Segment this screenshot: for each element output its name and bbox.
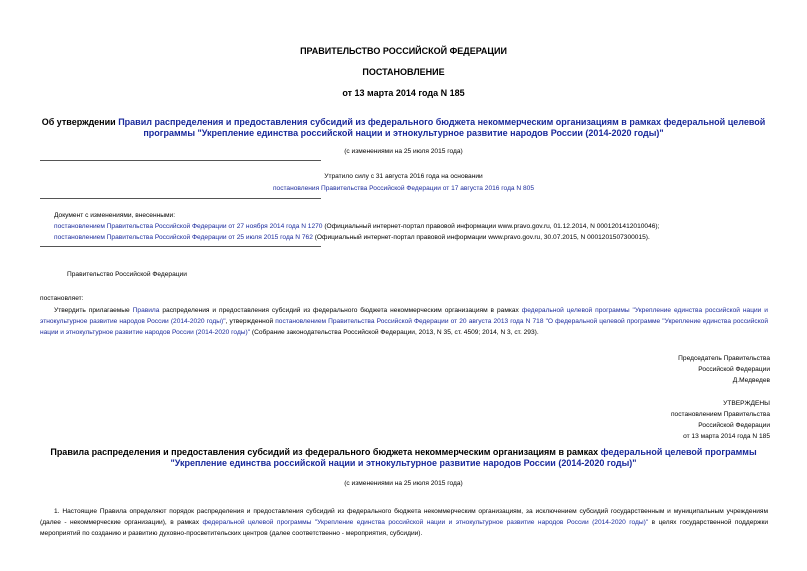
rules-title: Правила распределения и предоставления субсидий из федерального бюджета некоммерческим организациям в рамках федеральной целевой программы "Укрепление единства российской нации и этнокультурное развитие народов России (2014-2020 годы)" xyxy=(50,447,757,468)
resolution-718-link[interactable]: постановлением Правительства Российской Федерации от 20 августа 2013 года N 718 "О федеральной целевой программе "Укрепление единства российской нации и этнокультурное развитие народов России (2014-2020 годы)" xyxy=(40,318,768,336)
change-link-1270[interactable]: постановлением Правительства Российской Федерации от 27 ноября 2014 года N 1270 xyxy=(54,223,323,230)
change-item xyxy=(54,232,774,243)
federal-program-link[interactable]: федеральной целевой программы "Укрепление единства российской нации и этнокультурное развитие народов России (2014-2020 годы)" xyxy=(40,307,768,325)
revision-note: (с изменениями на 25 июля 2015 года) xyxy=(344,148,463,155)
change-link-762[interactable]: постановлением Правительства Российской Федерации от 25 июля 2015 года N 762 xyxy=(54,234,313,241)
signature-name: Д.Медведев xyxy=(732,377,770,384)
title-rules-link[interactable]: Правил распределения и предоставления субсидий из федерального бюджета некоммерческим организациям в рамках федеральной целевой xyxy=(118,117,766,127)
change-item xyxy=(54,221,774,232)
title-prefix: Об утверждении xyxy=(41,117,119,127)
signature-title: Председатель Правительства xyxy=(678,355,770,362)
rules-link[interactable]: Правила xyxy=(132,307,160,314)
change-source: (Официальный интернет-портал правовой информации www.pravo.gov.ru, 01.12.2014, N 0001201412010046); xyxy=(322,223,660,230)
expired-basis-link[interactable]: постановления Правительства Российской Федерации от 17 августа 2016 года N 805 xyxy=(272,185,535,192)
revision-note: (с изменениями на 25 июля 2015 года) xyxy=(344,480,463,487)
resolves-word: постановляет: xyxy=(40,295,84,302)
changes-heading: Документ с изменениями, внесенными: xyxy=(54,212,176,219)
divider xyxy=(40,246,321,247)
rules-paragraph-1: 1. Настоящие Правила определяют порядок распределения и предоставления субсидий из федерального бюджета некоммерческим организациям, за исключением субсидий государственным и муниципальным учреждениям (далее - некоммерческие организации), в рамках федеральной целевой программы "Укрепление единства российской нации и этнокультурное развитие народов России (2014-2020 годы)" в целях государственной поддержки мероприятий по созданию и развитию духовно-просветительских центров (далее соответственно - мероприятия, субсидии). xyxy=(40,508,769,537)
document-date: от 13 марта 2014 года N 185 xyxy=(342,88,465,98)
rules-p1-program-link[interactable]: федеральной целевой программы "Укрепление единства российской нации и этнокультурное развитие народов России (2014-2020 годы)" xyxy=(202,519,649,526)
divider xyxy=(40,198,321,199)
approval-block: УТВЕРЖДЕНЫ постановлением Правительства Российской Федерации от 13 марта 2014 года N 185 xyxy=(670,400,770,440)
change-source: (Официальный интернет-портал правовой информации www.pravo.gov.ru, 30.07.2015, N 0001201507300015). xyxy=(312,234,650,241)
signature-country: Российской Федерации xyxy=(698,366,770,373)
approval-stamp: УТВЕРЖДЕНЫ xyxy=(723,400,770,407)
title-rules-link-continued[interactable]: программы "Укрепление единства российской нации и этнокультурное развитие народов России (2014-2020 годы)" xyxy=(143,128,664,138)
rules-title-program-link[interactable]: федеральной целевой программы xyxy=(600,447,757,457)
government-subject: Правительство Российской Федерации xyxy=(67,271,187,278)
document-type: ПОСТАНОВЛЕНИЕ xyxy=(362,67,445,77)
divider xyxy=(40,160,321,161)
rules-title-program-name-link[interactable]: "Укрепление единства российской нации и этнокультурное развитие народов России (2014-2020 годы)" xyxy=(170,458,637,468)
signature-block xyxy=(678,353,770,386)
expired-note: Утратило силу с 31 августа 2016 года на основании xyxy=(324,173,483,180)
resolution-paragraph: Утвердить прилагаемые Правила распределения и предоставления субсидий из федерального бюджета некоммерческим организациям в рамках федеральной целевой программы "Укрепление единства российской нации и этнокультурное развитие народов России (2014-2020 годы)", утвержденной постановлением Правительства Российской Федерации от 20 августа 2013 года N 718 "О федеральной целевой программе "Укрепление единства российской нации и этнокультурное развитие народов России (2014-2020 годы)" (Собрание законодательства Российской Федерации, 2013, N 35, ст. 4509; 2014, N 3, ст. 293). xyxy=(40,307,768,336)
document-title xyxy=(0,117,807,139)
government-heading: ПРАВИТЕЛЬСТВО РОССИЙСКОЙ ФЕДЕРАЦИИ xyxy=(300,46,507,56)
